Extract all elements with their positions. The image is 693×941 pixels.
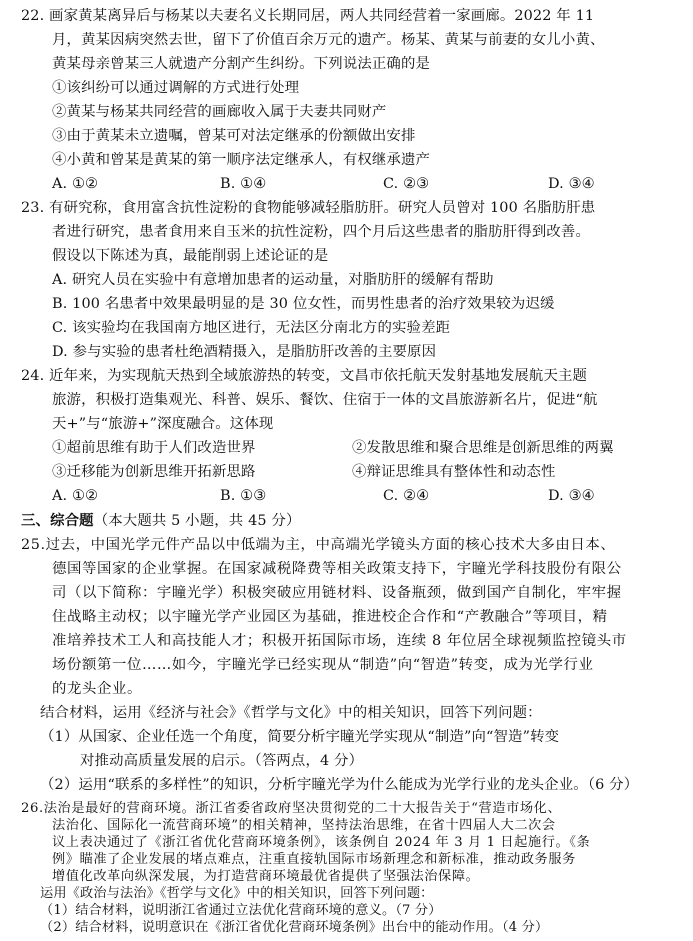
q23-option-d: D. 参与实验的患者杜绝酒精摄入，是脂肪肝改善的主要原因 bbox=[52, 344, 437, 360]
q22-stem-line-2: 月，黄某因病突然去世，留下了价值百余万元的遗产。杨某、黄某与前妻的女儿小黄、 bbox=[52, 32, 605, 48]
q24-option-d: D. ③④ bbox=[548, 488, 595, 504]
q23-stem-line-3: 假设以下陈述为真，最能削弱上述论证的是 bbox=[52, 248, 329, 264]
section-subtitle: （本大题共 5 小题，共 45 分） bbox=[93, 513, 301, 529]
q22-option-c: C. ②③ bbox=[383, 176, 430, 192]
q22-stem-line-3: 黄某母亲曾某三人就遗产分割产生纠纷。下列说法正确的是 bbox=[52, 56, 431, 72]
q25-subquestion-1-line-1: （1）从国家、企业任选一个角度，简要分析宇瞳光学实现从“制造”向“智造”转变 bbox=[40, 729, 560, 745]
q25-material-line-7: 的龙头企业。 bbox=[52, 681, 142, 697]
q24-statement-2: ②发散思维和聚合思维是创新思维的两翼 bbox=[352, 440, 614, 456]
q26-subquestion-1: （1）结合材料，说明浙江省通过立法优化营商环境的意义。（7 分） bbox=[40, 903, 442, 918]
q22-option-d: D. ③④ bbox=[548, 176, 595, 192]
q22-statement-1: ①该纠纷可以通过调解的方式进行处理 bbox=[52, 80, 300, 96]
q25-material-line-1: 25.过去，中国光学元件产品以中低端为主，中高端光学镜头方面的核心技术大多由日本、 bbox=[21, 537, 616, 553]
q22-option-a: A. ①② bbox=[52, 176, 99, 192]
q24-option-a: A. ①② bbox=[52, 488, 99, 504]
q24-statement-1: ①超前思维有助于人们改造世界 bbox=[52, 440, 256, 456]
q23-stem-line-1: 23. 有研究称，食用富含抗性淀粉的食物能够减轻脂肪肝。研究人员曾对 100 名脂肪肝患 bbox=[21, 200, 596, 216]
q22-option-b: B. ①④ bbox=[220, 176, 267, 192]
q25-material-line-6: 场份额第一位……如今，宇瞳光学已经实现从“制造”向“智造”转变，成为光学行业 bbox=[52, 657, 594, 673]
q26-subquestion-2: （2）结合材料，说明意识在《浙江省优化营商环境条例》出台中的能动作用。（4 分） bbox=[40, 920, 549, 935]
q24-option-c: C. ②④ bbox=[383, 488, 430, 504]
q24-stem-line-3: 天+”与“旅游+”深度融合。这体现 bbox=[52, 416, 274, 432]
section-header bbox=[21, 511, 300, 531]
q24-statement-3: ③迁移能为创新思维开拓新思路 bbox=[52, 464, 256, 480]
q23-option-a: A. 研究人员在实验中有意增加患者的运动量，对脂肪肝的缓解有帮助 bbox=[52, 272, 494, 288]
q25-material-line-5: 准培养技术工人和高技能人才；积极开拓国际市场，连续 8 年位居全球视频监控镜头市 bbox=[52, 633, 627, 649]
q24-stem-line-1: 24. 近年来，为实现航天热到全域旅游热的转变，文昌市依托航天发射基地发展航天主题 bbox=[21, 368, 588, 384]
q26-prompt: 运用《政治与法治》《哲学与文化》中的相关知识，回答下列问题： bbox=[40, 886, 434, 901]
q22-statement-2: ②黄某与杨某共同经营的画廊收入属于夫妻共同财产 bbox=[52, 104, 387, 120]
q25-subquestion-2: （2）运用“联系的多样性”的知识，分析宇瞳光学为什么能成为光学行业的龙头企业。（6 分） bbox=[40, 777, 639, 793]
q26-material-line-2: 法治化、国际化一流营商环境”的相关精神，坚持法治思维，在省十四届人大二次会 bbox=[52, 818, 556, 833]
q26-material-line-4: 例》瞄准了企业发展的堵点难点，注重直接轨国际市场新理念和新标准，推动政务服务 bbox=[52, 852, 576, 867]
q22-statement-4: ④小黄和曾某是黄某的第一顺序法定继承人，有权继承遗产 bbox=[52, 152, 431, 168]
q23-option-c: C. 该实验均在我国南方地区进行，无法区分南北方的实验差距 bbox=[52, 320, 451, 336]
q24-statement-4: ④辩证思维具有整体性和动态性 bbox=[352, 464, 556, 480]
q23-option-b: B. 100 名患者中效果最明显的是 30 位女性，而男性患者的治疗效果较为迟缓 bbox=[52, 296, 555, 312]
q22-stem-line-1: 22. 画家黄某离异后与杨某以夫妻名义长期同居，两人共同经营着一家画廊。2022 年 11 bbox=[21, 8, 595, 24]
q25-prompt: 结合材料，运用《经济与社会》《哲学与文化》中的相关知识，回答下列问题： bbox=[40, 705, 542, 721]
q22-statement-3: ③由于黄某未立遗嘱，曾某可对法定继承的份额做出安排 bbox=[52, 128, 416, 144]
q26-material-line-5: 增值化改革向纵深发展，为打造营商环境最优省提供了坚强法治保障。 bbox=[52, 869, 480, 884]
q24-stem-line-2: 旅游，积极打造集观光、科普、娱乐、餐饮、住宿于一体的文昌旅游新名片，促进“航 bbox=[52, 392, 598, 408]
q25-material-line-4: 住战略主动权；以宇瞳光学产业园区为基础，推进校企合作和“产教融合”等项目，精 bbox=[52, 609, 608, 625]
q26-material-line-3: 议上表决通过了《浙江省优化营商环境条例》，该条例自 2024 年 3 月 1 日起施行。《条 bbox=[52, 835, 591, 850]
q25-subquestion-1-line-2: 对推动高质量发展的启示。（答两点，4 分） bbox=[80, 753, 364, 769]
q24-option-b: B. ①③ bbox=[220, 488, 267, 504]
q23-stem-line-2: 者进行研究，患者食用来自玉米的抗性淀粉，四个月后这些患者的脂肪肝得到改善。 bbox=[52, 224, 591, 240]
q25-material-line-3: 司（以下简称：宇瞳光学）积极突破应用链材料、设备瓶颈，做到国产自制化，牢牢握 bbox=[52, 585, 622, 601]
q26-material-line-1: 26.法治是最好的营商环境。浙江省委省政府坚决贯彻党的二十大报告关于“营造市场化、 bbox=[21, 801, 562, 816]
q25-material-line-2: 德国等国家的企业掌握。在国家减税降费等相关政策支持下，宇瞳光学科技股份有限公 bbox=[52, 561, 622, 577]
section-title: 三、综合题 bbox=[21, 512, 94, 529]
